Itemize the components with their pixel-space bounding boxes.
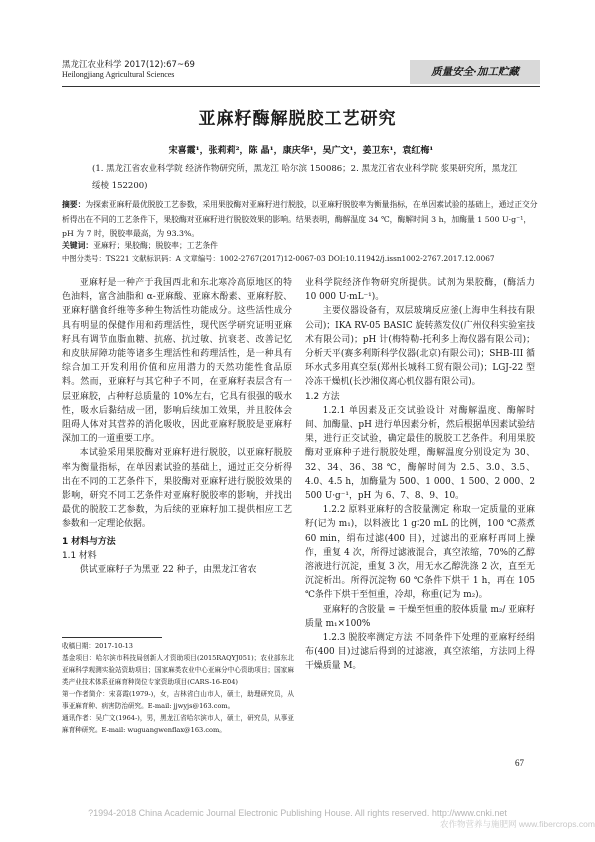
footnote <box>62 640 294 736</box>
method-1-2-2: 1.2.2 原料亚麻籽的含胶量测定 称取一定质量的亚麻籽(记为 m₁)，以料液比 1 g∶20 mL 的比例，100 ℃蒸煮 60 min，绢布过滤(400 目)，过滤出的亚麻籽再同上操作，重复 4 次，所得过滤液混合，真空浓缩，70%的乙醇溶液进行沉淀，重复 3 次，用无水乙醇洗涤 2 次，直至无沉淀析出。所得沉淀物 60 ℃条件下烘干 1 h，再在 105 ℃条件下烘干至恒重，冷却，称重(记为 m₂)。 <box>305 505 535 601</box>
intro-paragraph-2: 本试验采用果胶酶对亚麻籽进行脱胶，以亚麻籽脱胶率为衡量指标，在单因素试验的基础上，通过正交分析得出在不同的工艺条件下，果胶酶对亚麻籽进行脱胶效果的影响，研究不同工艺条件对亚麻籽脱胶率的影响，并找出最优的脱胶工艺参数，为后续的亚麻籽加工提供相应工艺参数和一定理论依据。 <box>62 448 292 530</box>
paper-title: 亚麻籽酶解脱胶工艺研究 <box>198 109 397 129</box>
method-1-2-1: 1.2.1 单因素及正交试验设计 对酶解温度、酶解时间、加酶量、pH 进行单因素分析，然后根据单因素试验结果，进行正交试验，确定最佳的脱胶工艺条件。利用果胶酶对亚麻种子进行脱胶处理，酶解温度分别设定为 30、32、34、36、38 ℃，酶解时间为 2.5、3.0、3.5、4.0、4.5 h，加酶量为 500、1 000、1 500、2 000、2 500 U·g⁻¹，pH 为 6、7、8、9、10。 <box>305 405 535 502</box>
formula-gum-content: 亚麻籽的含胶量 = 干燥至恒重的胶体质量 m₂/ 亚麻籽质量 m₁×100% <box>305 604 535 629</box>
footnote-fund: 基金项目：哈尔滨市科技局创新人才资助项目(2015RAQYJ051)；农业部东北亚麻科学观测实验站资助项目；国家麻类农业中心亚麻分中心资助项目；国家麻类产业技术体系亚麻育种岗位专家资助项目(CARS-16-E04) <box>62 654 294 686</box>
abstract <box>62 198 540 242</box>
left-column <box>62 276 292 577</box>
copyright-line: ?1994-2018 China Academic Journal Electronic Publishing House. All rights reserved. http://www.cnki.net <box>88 808 507 818</box>
abstract-text: 为探索亚麻籽最优脱胶工艺参数，采用果胶酶对亚麻籽进行脱胶，以亚麻籽脱胶率为衡量指标，在单因素试验的基础上，通过正交分析得出在不同的工艺条件下，果胶酶对亚麻籽进行脱胶效果的影响。结果表明，酶解温度 34 ℃，酶解时间 3 h，加酶量 1 500 U·g⁻¹，pH 为 7 时，脱胶率最高，为 93.3%。 <box>62 200 538 238</box>
affiliation: (1. 黑龙江省农业科学院 经济作物研究所，黑龙江 哈尔滨 150086；2. 黑龙江省农业科学院 浆果研究所，黑龙江 绥棱 152200) <box>92 164 518 191</box>
author-list: 宋喜霞¹，张莉莉²，陈 晶¹，康庆华¹，吴广文¹，姜卫东¹，袁红梅¹ <box>168 146 434 156</box>
keywords-text: 亚麻籽；果胶酶；脱胶率；工艺条件 <box>93 241 218 250</box>
journal-header-cn: 黑龙江农业科学 2017(12):67~69 <box>62 60 195 70</box>
footnote-received: 收稿日期：2017-10-13 <box>62 642 133 650</box>
method-1-2-3: 1.2.3 脱胶率测定方法 不同条件下处理的亚麻籽经绢布(400 目)过滤后得到的过滤液，真空浓缩，方法同上得干燥质量 M。 <box>305 633 535 672</box>
materials-continued: 业科学院经济作物研究所提供。试剂为果胶酶，(酶活力 10 000 U·mL⁻¹)。 <box>305 278 535 303</box>
section-heading-materials-methods: 1 材料与方法 <box>62 536 116 547</box>
footnote-rule <box>62 637 162 638</box>
abstract-label: 摘要： <box>62 200 86 209</box>
classification-line: 中图分类号：TS221 文献标识码：A 文章编号：1002-2767(2017)12-0067-03 DOI:10.11942/j.issn1002-2767.2017.12.0067 <box>62 254 495 263</box>
right-column <box>305 276 535 674</box>
intro-paragraph-1: 亚麻籽是一种产于我国西北和东北寒冷高原地区的特色油料，富含油脂和 α-亚麻酸、亚麻木酚素、亚麻籽胶、亚麻籽膳食纤维等多种生物活性功能成分。这些活性成分具有明显的保健作用和药理活性，现代医学研究证明亚麻籽具有调节血脂血糖、抗癌、抗过敏、抗衰老、改善记忆和皮肤屏障功能等诸多生理活性和药理活性，是一种具有综合加工开发利用价值和应用潜力的天然功能性食品原料。然而，亚麻籽与其它种子不同，在亚麻籽表层含有一层亚麻胶，占种籽总质量的 10%左右，它具有很强的吸水性，吸水后黏结成一团，影响后续加工效果，并且胶体会阻碍人体对其营养的消化吸收，因此亚麻籽脱胶是亚麻籽深加工的一道重要工序。 <box>62 278 292 445</box>
section-badge: 质量安全·加工贮藏 <box>410 60 540 84</box>
journal-header-en: Heilongjiang Agricultural Sciences <box>62 70 175 79</box>
subsection-heading-materials: 1.1 材料 <box>62 550 97 561</box>
page-number: 67 <box>515 758 524 768</box>
equipment-paragraph: 主要仪器设备有，双层玻璃反应釜(上海申生科技有限公司)；IKA RV-05 BASIC 旋转蒸发仪(广州仪科实验室技术有限公司)；pH 计(梅特勒-托利多上海仪器有限公司)；分析天平(赛多利斯科学仪器(北京)有限公司)；SHB-III 循环水式多用真空泵(郑州长城科工贸有限公司)；LGJ-22 型冷冻干燥机(长沙湘仪离心机仪器有限公司)。 <box>305 306 535 388</box>
materials-paragraph: 供试亚麻籽子为黑亚 22 种子，由黑龙江省农 <box>79 565 257 576</box>
header-rule <box>62 86 540 87</box>
subsection-heading-methods: 1.2 方法 <box>305 391 340 402</box>
keywords <box>62 240 540 251</box>
keywords-label: 关键词： <box>62 241 94 250</box>
footnote-first-author: 第一作者简介：宋喜霞(1979-)，女，吉林省白山市人，硕士，助理研究员，从事亚麻育种、病害防治研究。E-mail: jjwyjs@163.com。 <box>62 690 294 710</box>
footnote-corresponding: 通讯作者：吴广文(1964-)，男，黑龙江省哈尔滨市人，硕士，研究员，从事亚麻育种研究。E-mail: wuguangwenflax@163.com。 <box>62 714 294 734</box>
watermark: 农作物营养与施肥网 www.fibercrops.com <box>440 819 595 829</box>
